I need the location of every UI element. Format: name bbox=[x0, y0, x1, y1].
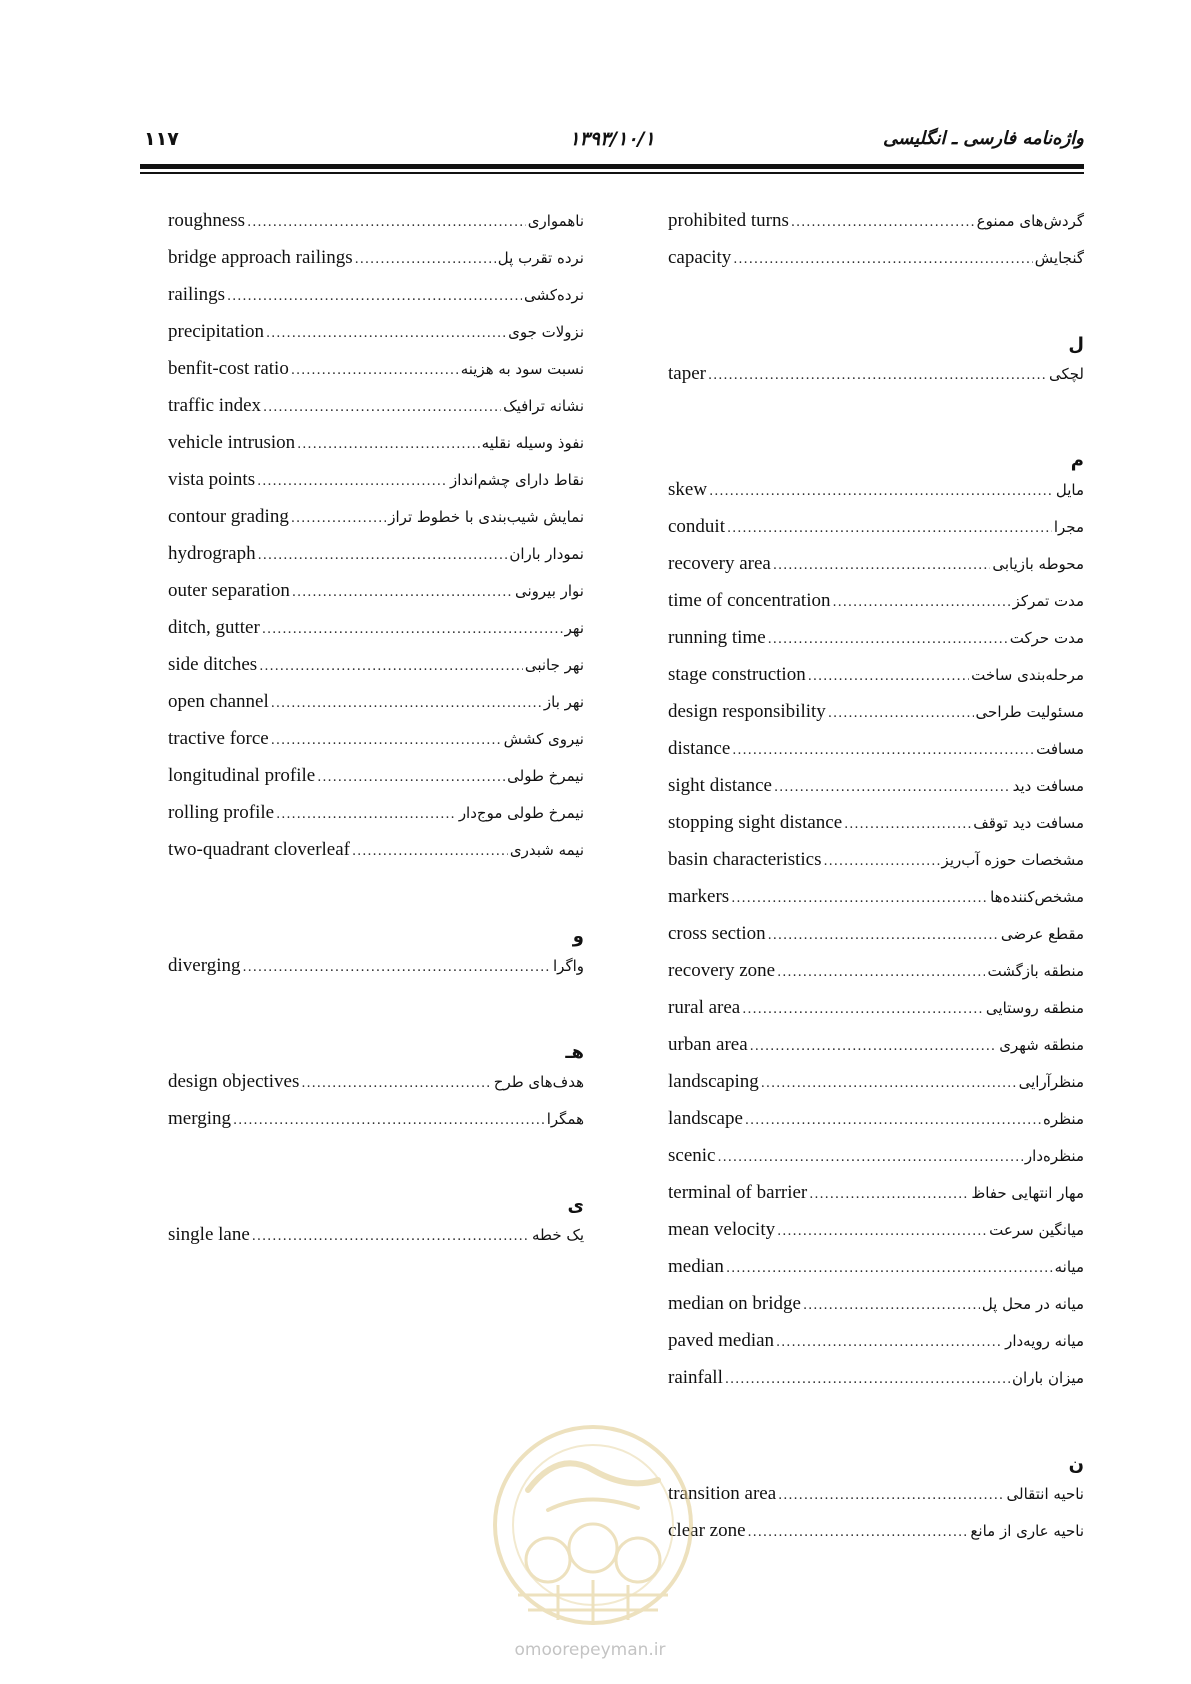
glossary-entry bbox=[668, 812, 1084, 849]
entry-persian: مرحله‌بندی ساخت bbox=[971, 666, 1084, 684]
glossary-entry bbox=[168, 617, 584, 654]
entry-persian: میانه bbox=[1054, 1258, 1084, 1276]
page-number: ۱۱۷ bbox=[144, 128, 179, 150]
glossary-entry bbox=[168, 802, 584, 839]
glossary-entry bbox=[168, 1224, 584, 1261]
glossary-entry bbox=[168, 247, 584, 284]
entry-english: scenic bbox=[668, 1145, 716, 1166]
entry-english: benfit-cost ratio bbox=[168, 358, 289, 379]
entry-english: skew bbox=[668, 479, 708, 500]
header-rule-thick bbox=[140, 164, 1084, 169]
entry-leader-dots bbox=[242, 960, 551, 975]
entry-leader-dots bbox=[259, 659, 523, 674]
entry-english: running time bbox=[668, 627, 766, 648]
entry-english: landscape bbox=[668, 1108, 743, 1129]
entry-english: rainfall bbox=[668, 1367, 723, 1388]
entry-leader-dots bbox=[768, 632, 1008, 647]
entry-persian: نیمه شبدری bbox=[509, 841, 584, 859]
entry-leader-dots bbox=[271, 696, 542, 711]
entry-leader-dots bbox=[768, 928, 999, 943]
page-header bbox=[140, 128, 1084, 158]
entry-persian: مشخصات حوزه آب‌ریز bbox=[941, 851, 1084, 869]
entry-persian: ناحیه انتقالی bbox=[1006, 1485, 1084, 1503]
glossary-entry bbox=[168, 469, 584, 506]
entry-english: prohibited turns bbox=[668, 210, 789, 231]
entry-leader-dots bbox=[844, 817, 971, 832]
entry-english: urban area bbox=[668, 1034, 748, 1055]
entry-leader-dots bbox=[731, 891, 988, 906]
entry-leader-dots bbox=[297, 437, 479, 452]
entry-persian: نمودار باران bbox=[509, 545, 584, 563]
entry-leader-dots bbox=[717, 1150, 1022, 1165]
entry-leader-dots bbox=[355, 252, 496, 267]
entry-leader-dots bbox=[750, 1039, 998, 1054]
entry-leader-dots bbox=[773, 558, 991, 573]
entry-persian: نهر bbox=[564, 619, 584, 637]
section-he-entries bbox=[168, 1071, 584, 1145]
entry-persian: نهر جانبی bbox=[524, 656, 584, 674]
entry-persian: ناحیه عاری از مانع bbox=[970, 1522, 1084, 1540]
glossary-entry bbox=[168, 321, 584, 358]
entry-english: conduit bbox=[668, 516, 725, 537]
glossary-entry bbox=[668, 363, 1084, 400]
entry-leader-dots bbox=[252, 1229, 530, 1244]
entry-persian: نمایش شیب‌بندی با خطوط تراز bbox=[388, 508, 584, 526]
entry-persian: نوار بیرونی bbox=[514, 582, 584, 600]
entry-english: stage construction bbox=[668, 664, 806, 685]
entry-persian: گنجایش bbox=[1034, 249, 1084, 267]
entry-persian: مسئولیت طراحی bbox=[975, 703, 1084, 721]
entry-persian: نهر باز bbox=[543, 693, 584, 711]
entry-english: time of concentration bbox=[668, 590, 831, 611]
entry-english: design objectives bbox=[168, 1071, 300, 1092]
entry-english: design responsibility bbox=[668, 701, 826, 722]
section-letter-ye: ی bbox=[567, 1195, 584, 1216]
entry-persian: منطقه روستایی bbox=[985, 999, 1084, 1017]
entry-leader-dots bbox=[291, 363, 459, 378]
entry-english: tractive force bbox=[168, 728, 269, 749]
glossary-entry bbox=[668, 1219, 1084, 1256]
glossary-entry bbox=[168, 358, 584, 395]
section-lam-entries bbox=[668, 363, 1084, 400]
entry-leader-dots bbox=[263, 400, 501, 415]
glossary-entry bbox=[668, 247, 1084, 284]
glossary-entry bbox=[668, 1182, 1084, 1219]
entry-persian: مایل bbox=[1055, 481, 1084, 499]
entry-leader-dots bbox=[708, 368, 1047, 383]
entry-persian: مدت تمرکز bbox=[1012, 592, 1084, 610]
entry-leader-dots bbox=[803, 1298, 980, 1313]
entry-persian: نیمرخ طولی موج‌دار bbox=[458, 804, 584, 822]
entry-english: bridge approach railings bbox=[168, 247, 353, 268]
glossary-entry bbox=[668, 997, 1084, 1034]
glossary-entry bbox=[668, 1145, 1084, 1182]
entry-english: taper bbox=[668, 363, 706, 384]
left-top-entries bbox=[168, 210, 584, 876]
entry-english: precipitation bbox=[168, 321, 265, 342]
section-nun-entries bbox=[668, 1483, 1084, 1557]
entry-leader-dots bbox=[725, 1372, 1010, 1387]
entry-leader-dots bbox=[276, 807, 457, 822]
header-date: ۱۳۹۳/۱۰/۱ bbox=[569, 128, 655, 150]
entry-leader-dots bbox=[808, 669, 969, 684]
entry-english: rolling profile bbox=[168, 802, 275, 823]
glossary-entry bbox=[668, 701, 1084, 738]
entry-english: two-quadrant cloverleaf bbox=[168, 839, 350, 860]
glossary-entry bbox=[168, 284, 584, 321]
entry-english: roughness bbox=[168, 210, 246, 231]
entry-english: landscaping bbox=[668, 1071, 759, 1092]
entry-english: stopping sight distance bbox=[668, 812, 843, 833]
entry-persian: گردش‌های ممنوع bbox=[976, 212, 1084, 230]
entry-persian: مجرا bbox=[1053, 518, 1084, 536]
entry-english: sight distance bbox=[668, 775, 772, 796]
glossary-entry bbox=[668, 1071, 1084, 1108]
entry-persian: واگرا bbox=[553, 957, 584, 975]
entry-leader-dots bbox=[774, 780, 1011, 795]
entry-persian: منظره bbox=[1042, 1110, 1084, 1128]
entry-leader-dots bbox=[726, 1261, 1053, 1276]
entry-english: capacity bbox=[668, 247, 732, 268]
header-rule-thin bbox=[140, 172, 1084, 174]
glossary-entry bbox=[668, 479, 1084, 516]
section-letter-he: هـ bbox=[565, 1042, 584, 1063]
glossary-entry bbox=[168, 654, 584, 691]
entry-english: open channel bbox=[168, 691, 269, 712]
glossary-entry bbox=[668, 210, 1084, 247]
right-top-entries bbox=[668, 210, 1084, 284]
entry-leader-dots bbox=[748, 1525, 969, 1540]
entry-persian: نفوذ وسیله نقلیه bbox=[481, 434, 584, 452]
section-letter-vav: و bbox=[572, 926, 584, 947]
entry-leader-dots bbox=[291, 511, 386, 526]
entry-leader-dots bbox=[317, 770, 505, 785]
glossary-entry bbox=[668, 1256, 1084, 1293]
watermark-url: omoorepeyman.ir bbox=[514, 1640, 666, 1660]
glossary-entry bbox=[168, 1071, 584, 1108]
glossary-entry bbox=[168, 728, 584, 765]
entry-persian: محوطه بازیابی bbox=[992, 555, 1084, 573]
entry-english: vehicle intrusion bbox=[168, 432, 296, 453]
left-column bbox=[168, 210, 584, 1261]
entry-leader-dots bbox=[777, 965, 985, 980]
glossary-entry bbox=[168, 506, 584, 543]
entry-persian: نیروی کشش bbox=[503, 730, 584, 748]
entry-persian: منطقه شهری bbox=[999, 1036, 1084, 1054]
entry-persian: منظرآرایی bbox=[1018, 1073, 1084, 1091]
entry-leader-dots bbox=[732, 743, 1034, 758]
entry-leader-dots bbox=[233, 1113, 545, 1128]
glossary-entry bbox=[668, 590, 1084, 627]
entry-persian: لچکی bbox=[1048, 365, 1084, 383]
entry-persian: ناهمواری bbox=[527, 212, 584, 230]
entry-persian: همگرا bbox=[546, 1110, 584, 1128]
section-ye-entries bbox=[168, 1224, 584, 1261]
entry-persian: مهار انتهایی حفاظ bbox=[971, 1184, 1084, 1202]
glossary-entry bbox=[168, 691, 584, 728]
entry-persian: منظره‌دار bbox=[1024, 1147, 1084, 1165]
entry-english: median bbox=[668, 1256, 724, 1277]
entry-english: single lane bbox=[168, 1224, 250, 1245]
entry-leader-dots bbox=[709, 484, 1054, 499]
glossary-entry bbox=[668, 886, 1084, 923]
glossary-entry bbox=[668, 1367, 1084, 1404]
entry-leader-dots bbox=[247, 215, 526, 230]
entry-english: ditch, gutter bbox=[168, 617, 260, 638]
entry-english: traffic index bbox=[168, 395, 262, 416]
glossary-entry bbox=[668, 1293, 1084, 1330]
glossary-entry bbox=[668, 1483, 1084, 1520]
entry-english: hydrograph bbox=[168, 543, 256, 564]
section-letter-nun: ن bbox=[1068, 1454, 1084, 1475]
entry-leader-dots bbox=[828, 706, 974, 721]
entry-english: outer separation bbox=[168, 580, 290, 601]
entry-persian: مشخص‌کننده‌ها bbox=[990, 888, 1084, 906]
entry-persian: میانه رویه‌دار bbox=[1005, 1332, 1084, 1350]
entry-leader-dots bbox=[778, 1488, 1004, 1503]
glossary-entry bbox=[168, 839, 584, 876]
entry-leader-dots bbox=[266, 326, 506, 341]
glossary-entry bbox=[168, 210, 584, 247]
entry-english: median on bridge bbox=[668, 1293, 801, 1314]
entry-english: distance bbox=[668, 738, 731, 759]
entry-persian: منطقه بازگشت bbox=[987, 962, 1084, 980]
glossary-entry bbox=[668, 1034, 1084, 1071]
glossary-entry bbox=[668, 923, 1084, 960]
entry-english: transition area bbox=[668, 1483, 777, 1504]
entry-leader-dots bbox=[352, 844, 508, 859]
entry-persian: مسافت دید توقف bbox=[973, 814, 1084, 832]
right-column bbox=[668, 210, 1084, 1557]
entry-leader-dots bbox=[833, 595, 1011, 610]
entry-leader-dots bbox=[824, 854, 940, 869]
entry-persian: میزان باران bbox=[1012, 1369, 1084, 1387]
entry-persian: نرده تقرب پل bbox=[497, 249, 584, 267]
section-mim-entries bbox=[668, 479, 1084, 1404]
entry-leader-dots bbox=[809, 1187, 969, 1202]
entry-persian: نقاط دارای چشم‌انداز bbox=[449, 471, 584, 489]
entry-leader-dots bbox=[271, 733, 502, 748]
entry-english: side ditches bbox=[168, 654, 258, 675]
entry-leader-dots bbox=[292, 585, 513, 600]
entry-leader-dots bbox=[727, 521, 1052, 536]
entry-persian: یک خطه bbox=[532, 1226, 584, 1244]
entry-persian: نزولات جوی bbox=[508, 323, 584, 341]
entry-persian: میانگین سرعت bbox=[989, 1221, 1084, 1239]
entry-leader-dots bbox=[742, 1002, 984, 1017]
entry-english: vista points bbox=[168, 469, 256, 490]
entry-english: longitudinal profile bbox=[168, 765, 316, 786]
glossary-entry bbox=[168, 955, 584, 992]
glossary-entry bbox=[668, 553, 1084, 590]
entry-persian: نسبت سود به هزینه bbox=[460, 360, 584, 378]
entry-leader-dots bbox=[227, 289, 522, 304]
glossary-entry bbox=[668, 849, 1084, 886]
section-letter-lam: ل bbox=[1068, 334, 1084, 355]
entry-leader-dots bbox=[776, 1335, 1003, 1350]
entry-english: recovery zone bbox=[668, 960, 776, 981]
entry-english: cross section bbox=[668, 923, 766, 944]
entry-leader-dots bbox=[791, 215, 975, 230]
glossary-entry bbox=[668, 775, 1084, 812]
glossary-entry bbox=[668, 960, 1084, 997]
glossary-entry bbox=[168, 432, 584, 469]
entry-english: recovery area bbox=[668, 553, 771, 574]
glossary-entry bbox=[668, 1108, 1084, 1145]
entry-persian: مسافت دید bbox=[1012, 777, 1084, 795]
entry-persian: مقطع عرضی bbox=[1000, 925, 1084, 943]
entry-english: markers bbox=[668, 886, 730, 907]
glossary-entry bbox=[168, 1108, 584, 1145]
watermark-logo bbox=[488, 1420, 698, 1630]
entry-english: paved median bbox=[668, 1330, 775, 1351]
entry-persian: نیمرخ طولی bbox=[507, 767, 584, 785]
entry-english: mean velocity bbox=[668, 1219, 776, 1240]
entry-leader-dots bbox=[257, 474, 448, 489]
glossary-entry bbox=[168, 580, 584, 617]
entry-persian: مدت حرکت bbox=[1009, 629, 1084, 647]
header-title: واژه‌نامه فارسی ـ انگلیسی bbox=[883, 128, 1084, 149]
entry-leader-dots bbox=[301, 1076, 491, 1091]
entry-persian: میانه در محل پل bbox=[981, 1295, 1084, 1313]
glossary-entry bbox=[168, 765, 584, 802]
section-vav-entries bbox=[168, 955, 584, 992]
glossary-entry bbox=[168, 395, 584, 432]
glossary-entry bbox=[668, 516, 1084, 553]
entry-leader-dots bbox=[262, 622, 563, 637]
glossary-entry bbox=[668, 1520, 1084, 1557]
glossary-entry bbox=[668, 627, 1084, 664]
entry-english: rural area bbox=[668, 997, 741, 1018]
glossary-entry bbox=[668, 1330, 1084, 1367]
entry-leader-dots bbox=[258, 548, 508, 563]
entry-english: diverging bbox=[168, 955, 241, 976]
glossary-entry bbox=[168, 543, 584, 580]
entry-leader-dots bbox=[777, 1224, 987, 1239]
entry-persian: هدف‌های طرح bbox=[493, 1073, 584, 1091]
entry-english: railings bbox=[168, 284, 225, 305]
entry-english: terminal of barrier bbox=[668, 1182, 808, 1203]
entry-leader-dots bbox=[745, 1113, 1041, 1128]
entry-persian: نرده‌کشی bbox=[523, 286, 584, 304]
section-letter-mim: م bbox=[1070, 450, 1084, 471]
entry-persian: نشانه ترافیک bbox=[503, 397, 584, 415]
entry-english: basin characteristics bbox=[668, 849, 822, 870]
glossary-entry bbox=[668, 664, 1084, 701]
glossary-entry bbox=[668, 738, 1084, 775]
entry-english: contour grading bbox=[168, 506, 289, 527]
entry-english: clear zone bbox=[668, 1520, 746, 1541]
entry-leader-dots bbox=[761, 1076, 1017, 1091]
entry-english: merging bbox=[168, 1108, 231, 1129]
entry-leader-dots bbox=[733, 252, 1032, 267]
entry-persian: مسافت bbox=[1036, 740, 1084, 758]
